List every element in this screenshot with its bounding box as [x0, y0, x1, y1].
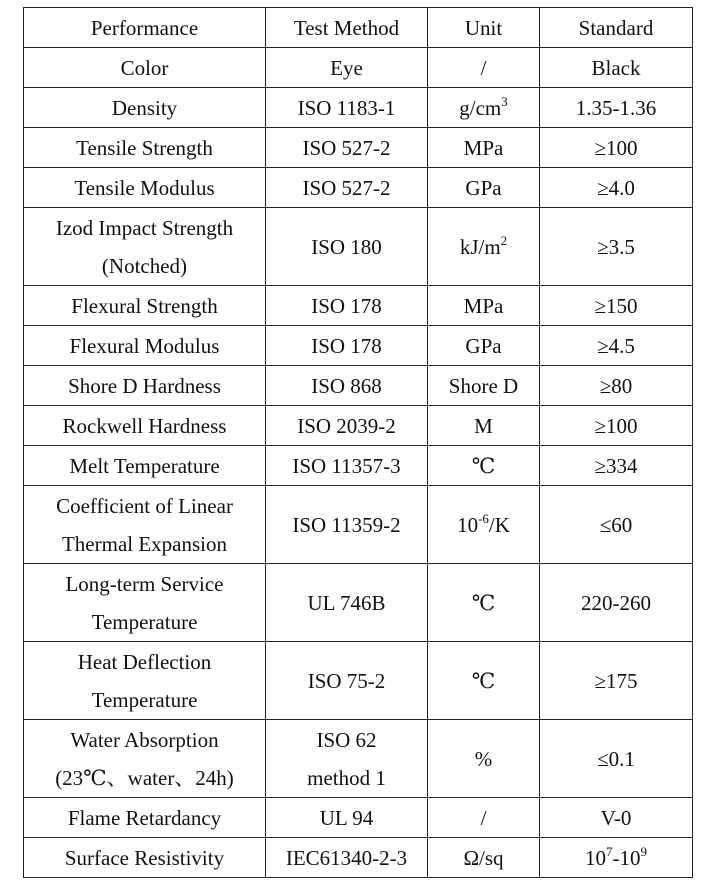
performance-cell: Density: [24, 88, 266, 128]
method-line-1: ISO 62: [316, 727, 377, 752]
method-cell: ISO 2039-2: [266, 406, 428, 446]
method-cell: UL 94: [266, 798, 428, 838]
standard-cell: 220-260: [540, 564, 693, 642]
unit-cell: %: [428, 720, 540, 798]
header-performance: Performance: [24, 8, 266, 48]
performance-cell: [24, 208, 266, 286]
unit-cell: GPa: [428, 326, 540, 366]
standard-cell: ≥4.0: [540, 168, 693, 208]
method-cell: ISO 178: [266, 286, 428, 326]
table-row: [24, 642, 693, 720]
method-cell: IEC61340-2-3: [266, 838, 428, 878]
standard-cell: ≥100: [540, 406, 693, 446]
performance-cell: Shore D Hardness: [24, 366, 266, 406]
unit-cell: /: [428, 798, 540, 838]
performance-line-1: Heat Deflection: [77, 649, 212, 674]
standard-cell: ≥334: [540, 446, 693, 486]
performance-line-1: Water Absorption: [70, 727, 219, 752]
header-unit: Unit: [428, 8, 540, 48]
standard-cell: ≥80: [540, 366, 693, 406]
performance-cell: Tensile Strength: [24, 128, 266, 168]
performance-cell: Flexural Modulus: [24, 326, 266, 366]
method-cell: ISO 178: [266, 326, 428, 366]
table-row: [24, 128, 693, 168]
standard-exponent: 9: [640, 843, 647, 859]
unit-superscript: -6: [478, 510, 489, 526]
table-row: [24, 366, 693, 406]
performance-line-1: Coefficient of Linear: [56, 493, 233, 518]
method-cell: ISO 527-2: [266, 128, 428, 168]
performance-cell: [24, 642, 266, 720]
method-cell: ISO 180: [266, 208, 428, 286]
table-row: [24, 48, 693, 88]
method-cell: ISO 11359-2: [266, 486, 428, 564]
header-test-method: Test Method: [266, 8, 428, 48]
unit-superscript: 3: [501, 93, 508, 109]
table-row: [24, 486, 693, 564]
method-cell: Eye: [266, 48, 428, 88]
unit-base: /K: [488, 512, 510, 537]
performance-cell: [24, 720, 266, 798]
unit-base: g/cm: [459, 95, 502, 120]
performance-cell: Melt Temperature: [24, 446, 266, 486]
unit-cell: Ω/sq: [428, 838, 540, 878]
unit-cell: [428, 208, 540, 286]
performance-line-2: (23℃、water、24h): [55, 765, 234, 790]
table-row: [24, 720, 693, 798]
table-row: [24, 838, 693, 878]
properties-table: [23, 7, 693, 878]
table-row: [24, 168, 693, 208]
standard-base: -10: [612, 845, 641, 870]
standard-cell: V-0: [540, 798, 693, 838]
table-row: [24, 446, 693, 486]
standard-cell: ≥4.5: [540, 326, 693, 366]
unit-superscript: 2: [500, 232, 508, 248]
unit-cell: MPa: [428, 286, 540, 326]
standard-cell: ≥100: [540, 128, 693, 168]
unit-base: kJ/m: [459, 234, 501, 259]
standard-cell: [540, 838, 693, 878]
performance-cell: Color: [24, 48, 266, 88]
method-cell: ISO 527-2: [266, 168, 428, 208]
unit-cell: ℃: [428, 564, 540, 642]
table-row: [24, 798, 693, 838]
table-row: [24, 564, 693, 642]
performance-line-2: Thermal Expansion: [61, 531, 228, 556]
standard-cell: ≥150: [540, 286, 693, 326]
table-row: [24, 406, 693, 446]
standard-exponent: 7: [606, 843, 613, 859]
performance-line-1: Long-term Service: [65, 571, 224, 596]
method-cell: ISO 11357-3: [266, 446, 428, 486]
table-row: [24, 286, 693, 326]
unit-cell: [428, 88, 540, 128]
method-cell: [266, 720, 428, 798]
performance-line-2: Temperature: [91, 687, 198, 712]
performance-cell: Tensile Modulus: [24, 168, 266, 208]
unit-cell: M: [428, 406, 540, 446]
unit-cell: [428, 486, 540, 564]
performance-line-1: Izod Impact Strength: [55, 215, 234, 240]
performance-cell: [24, 486, 266, 564]
unit-cell: MPa: [428, 128, 540, 168]
table-row: [24, 326, 693, 366]
unit-cell: /: [428, 48, 540, 88]
standard-cell: ≥3.5: [540, 208, 693, 286]
table-row: [24, 208, 693, 286]
unit-cell: GPa: [428, 168, 540, 208]
unit-cell: Shore D: [428, 366, 540, 406]
method-cell: ISO 868: [266, 366, 428, 406]
unit-cell: ℃: [428, 446, 540, 486]
table-row: [24, 88, 693, 128]
unit-cell: ℃: [428, 642, 540, 720]
method-cell: UL 746B: [266, 564, 428, 642]
standard-cell: 1.35-1.36: [540, 88, 693, 128]
performance-cell: [24, 564, 266, 642]
header-standard: Standard: [540, 8, 693, 48]
performance-line-2: Temperature: [91, 609, 198, 634]
standard-cell: ≥175: [540, 642, 693, 720]
unit-prefix: 10: [457, 512, 479, 537]
header-row: [24, 8, 693, 48]
method-cell: ISO 75-2: [266, 642, 428, 720]
standard-cell: ≤0.1: [540, 720, 693, 798]
method-cell: ISO 1183-1: [266, 88, 428, 128]
performance-cell: Surface Resistivity: [24, 838, 266, 878]
performance-line-2: (Notched): [101, 253, 188, 278]
performance-cell: Rockwell Hardness: [24, 406, 266, 446]
standard-base: 10: [585, 845, 606, 870]
standard-cell: ≤60: [540, 486, 693, 564]
standard-cell: Black: [540, 48, 693, 88]
performance-cell: Flexural Strength: [24, 286, 266, 326]
performance-cell: Flame Retardancy: [24, 798, 266, 838]
method-line-2: method 1: [307, 765, 386, 790]
